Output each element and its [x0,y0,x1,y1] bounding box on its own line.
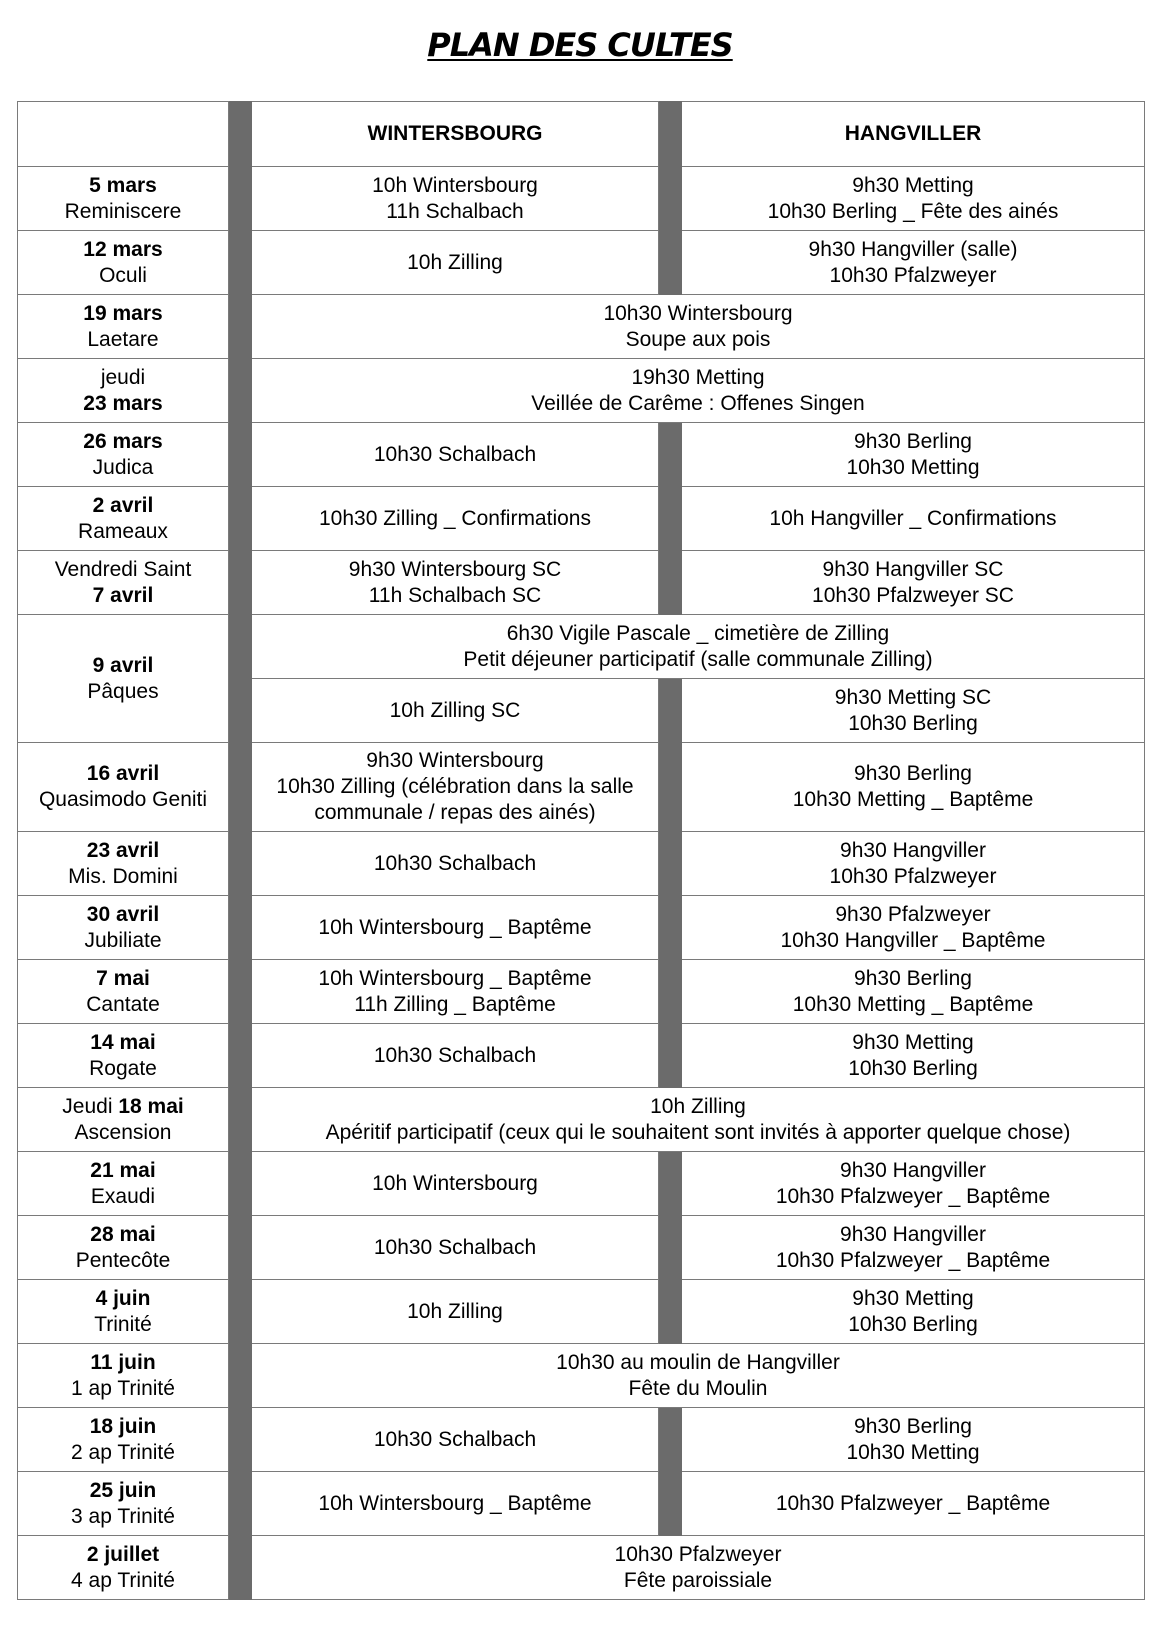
column-separator [229,743,252,832]
page-title: PLAN DES CULTES [427,26,733,64]
wintersbourg-cell: 9h30 Wintersbourg 10h30 Zilling (célébration dans la salle communale / repas des ainés) [252,743,659,832]
wintersbourg-cell: 10h Wintersbourg 11h Schalbach [252,167,659,231]
wintersbourg-cell: 10h30 Zilling _ Confirmations [252,487,659,551]
wintersbourg-cell: 10h30 Schalbach [252,1216,659,1280]
joint-service-cell: 10h30 Wintersbourg Soupe aux pois [252,295,1145,359]
table-row [18,1280,1145,1344]
table-row [18,1024,1145,1088]
wintersbourg-cell: 10h Wintersbourg _ Baptême 11h Zilling _ Baptême [252,960,659,1024]
wintersbourg-cell: 10h Zilling [252,231,659,295]
joint-service-cell: 6h30 Vigile Pascale _ cimetière de Zilling Petit déjeuner participatif (salle communale Zilling) [252,615,1145,679]
hangviller-cell: 10h Hangviller _ Confirmations [682,487,1145,551]
column-separator [229,1152,252,1216]
hangviller-cell: 9h30 Hangviller 10h30 Pfalzweyer [682,832,1145,896]
column-separator [659,743,682,832]
date-cell: 2 juillet 4 ap Trinité [18,1536,229,1600]
wintersbourg-cell: 10h Zilling SC [252,679,659,743]
date-cell: 2 avril Rameaux [18,487,229,551]
column-separator [229,832,252,896]
table-row [18,1152,1145,1216]
date-cell: 23 avril Mis. Domini [18,832,229,896]
column-separator [659,551,682,615]
hangviller-cell: 9h30 Metting 10h30 Berling [682,1280,1145,1344]
table-row [18,960,1145,1024]
date-cell: 18 juin 2 ap Trinité [18,1408,229,1472]
column-separator [659,167,682,231]
column-separator [229,102,252,167]
date-cell: 9 avril Pâques [18,615,229,743]
hangviller-cell: 9h30 Pfalzweyer 10h30 Hangviller _ Baptême [682,896,1145,960]
table-row [18,551,1145,615]
hangviller-cell: 9h30 Metting SC 10h30 Berling [682,679,1145,743]
table-row [18,1216,1145,1280]
hangviller-cell: 9h30 Berling 10h30 Metting [682,423,1145,487]
wintersbourg-cell: 10h Wintersbourg _ Baptême [252,1472,659,1536]
wintersbourg-cell: 10h Zilling [252,1280,659,1344]
column-separator [229,1408,252,1472]
joint-service-cell: 10h Zilling Apéritif participatif (ceux qui le souhaitent sont invités à apporter quelque chose) [252,1088,1145,1152]
table-row [18,743,1145,832]
wintersbourg-cell: 10h Wintersbourg [252,1152,659,1216]
table-row [18,359,1145,423]
worship-schedule-table [17,101,1145,1600]
date-cell: 30 avril Jubiliate [18,896,229,960]
column-separator [659,231,682,295]
date-cell: jeudi 23 mars [18,359,229,423]
date-cell: 16 avril Quasimodo Geniti [18,743,229,832]
table-row [18,832,1145,896]
column-header-wintersbourg: WINTERSBOURG [252,102,659,167]
hangviller-cell: 9h30 Berling 10h30 Metting _ Baptême [682,743,1145,832]
column-separator [229,1344,252,1408]
date-cell: 5 mars Reminiscere [18,167,229,231]
column-separator [659,832,682,896]
hangviller-cell: 9h30 Hangviller SC 10h30 Pfalzweyer SC [682,551,1145,615]
table-row [18,1472,1145,1536]
hangviller-cell: 10h30 Pfalzweyer _ Baptême [682,1472,1145,1536]
column-separator [229,551,252,615]
table-row [18,1536,1145,1600]
column-separator [229,896,252,960]
header-row [18,102,1145,167]
joint-service-cell: 10h30 Pfalzweyer Fête paroissiale [252,1536,1145,1600]
joint-service-cell: 10h30 au moulin de Hangviller Fête du Moulin [252,1344,1145,1408]
column-separator [229,487,252,551]
column-separator [659,1408,682,1472]
hangviller-cell: 9h30 Hangviller 10h30 Pfalzweyer _ Baptême [682,1152,1145,1216]
column-separator [229,1024,252,1088]
date-cell: 25 juin 3 ap Trinité [18,1472,229,1536]
table-row [18,487,1145,551]
table-row [18,615,1145,679]
wintersbourg-cell: 10h30 Schalbach [252,423,659,487]
table-row [18,423,1145,487]
table-row [18,1408,1145,1472]
column-separator [229,1536,252,1600]
column-separator [659,423,682,487]
column-separator [229,1216,252,1280]
joint-service-cell: 19h30 Metting Veillée de Carême : Offenes Singen [252,359,1145,423]
hangviller-cell: 9h30 Hangviller (salle) 10h30 Pfalzweyer [682,231,1145,295]
date-cell: Jeudi 18 mai Ascension [18,1088,229,1152]
header-date-cell [18,102,229,167]
table-row [18,295,1145,359]
column-separator [659,1280,682,1344]
date-cell: 12 mars Oculi [18,231,229,295]
hangviller-cell: 9h30 Metting 10h30 Berling [682,1024,1145,1088]
date-cell: 14 mai Rogate [18,1024,229,1088]
wintersbourg-cell: 10h30 Schalbach [252,1408,659,1472]
column-separator [229,231,252,295]
column-header-hangviller: HANGVILLER [682,102,1145,167]
date-cell: 26 mars Judica [18,423,229,487]
column-separator [229,1088,252,1152]
table-row [18,896,1145,960]
column-separator [659,1472,682,1536]
date-cell: 11 juin 1 ap Trinité [18,1344,229,1408]
table-row [18,1344,1145,1408]
column-separator [229,1472,252,1536]
wintersbourg-cell: 9h30 Wintersbourg SC 11h Schalbach SC [252,551,659,615]
date-cell: 19 mars Laetare [18,295,229,359]
column-separator [659,1216,682,1280]
column-separator [659,487,682,551]
column-separator [229,295,252,359]
date-cell: 21 mai Exaudi [18,1152,229,1216]
wintersbourg-cell: 10h30 Schalbach [252,1024,659,1088]
column-separator [659,102,682,167]
wintersbourg-cell: 10h30 Schalbach [252,832,659,896]
column-separator [659,1024,682,1088]
table-row [18,1088,1145,1152]
date-cell: Vendredi Saint 7 avril [18,551,229,615]
column-separator [229,615,252,743]
wintersbourg-cell: 10h Wintersbourg _ Baptême [252,896,659,960]
hangviller-cell: 9h30 Hangviller 10h30 Pfalzweyer _ Baptême [682,1216,1145,1280]
column-separator [229,1280,252,1344]
hangviller-cell: 9h30 Metting 10h30 Berling _ Fête des ainés [682,167,1145,231]
column-separator [229,359,252,423]
hangviller-cell: 9h30 Berling 10h30 Metting _ Baptême [682,960,1145,1024]
hangviller-cell: 9h30 Berling 10h30 Metting [682,1408,1145,1472]
table-row [18,167,1145,231]
column-separator [659,1152,682,1216]
column-separator [229,960,252,1024]
column-separator [659,960,682,1024]
date-cell: 7 mai Cantate [18,960,229,1024]
date-cell: 4 juin Trinité [18,1280,229,1344]
column-separator [229,423,252,487]
column-separator [659,896,682,960]
column-separator [659,679,682,743]
column-separator [229,167,252,231]
date-cell: 28 mai Pentecôte [18,1216,229,1280]
table-row [18,231,1145,295]
